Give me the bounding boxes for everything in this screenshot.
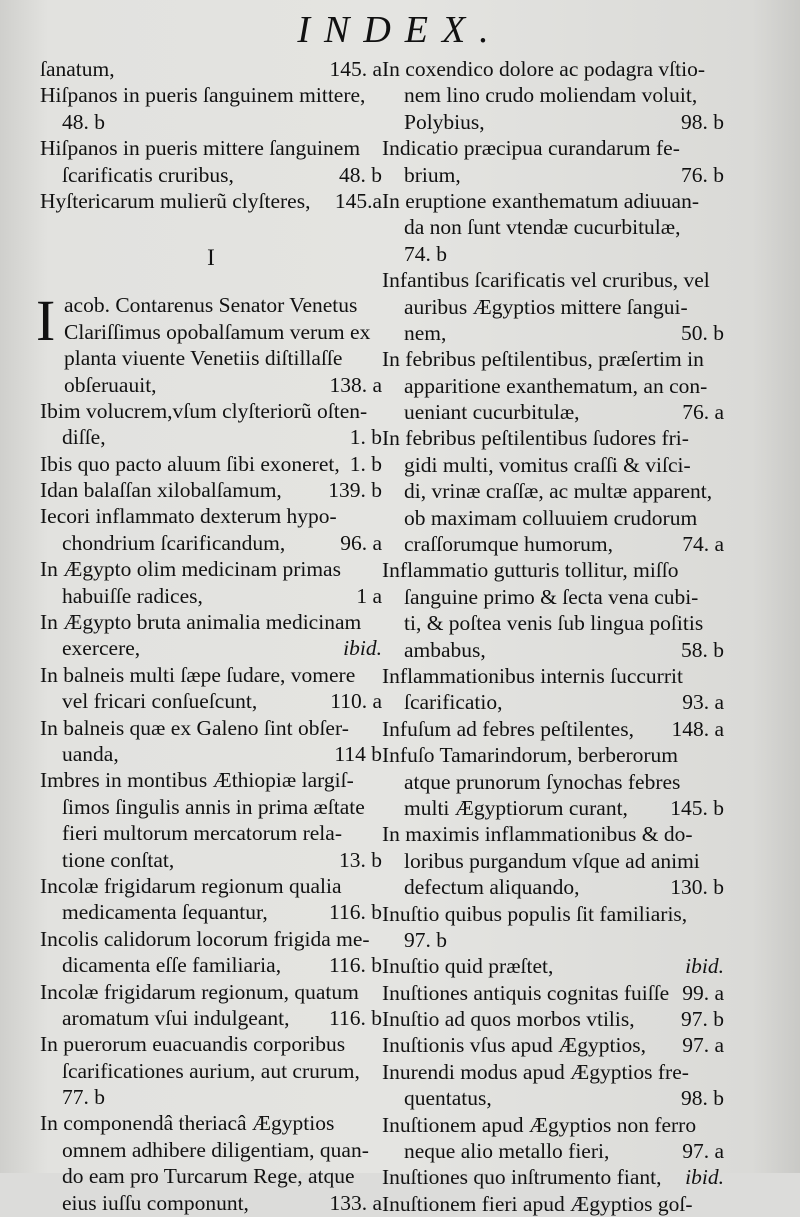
- index-entry: [40, 926, 382, 979]
- index-entry: [382, 1112, 724, 1165]
- entry-last-line: [382, 1006, 724, 1032]
- right-entries: [382, 56, 724, 1217]
- entry-last-line: [382, 1191, 724, 1217]
- entry-text: neque alio metallo fieri,: [404, 1139, 610, 1164]
- page-reference: 50. b: [681, 320, 724, 345]
- entry-line: auribus Ægyptios mittere ſangui-: [404, 294, 688, 319]
- entry-line: ſcarificationes aurium, aut crurum,: [62, 1058, 360, 1083]
- left-entries-before: [40, 56, 382, 214]
- entry-text: brium,: [404, 162, 461, 187]
- index-entry: [382, 821, 724, 900]
- entry-last-line: [40, 477, 382, 503]
- page-reference: 98. b: [681, 109, 724, 134]
- entry-line: Indicatio præcipua curandarum fe-: [382, 136, 680, 161]
- page-reference: 116. b: [329, 953, 382, 978]
- index-entry: [382, 1032, 724, 1058]
- entry-text: Ibis quo pacto aluum ſibi exoneret,: [40, 451, 340, 476]
- entry-last-line: [382, 637, 724, 663]
- entry-last-line: [382, 980, 724, 1006]
- index-entry: [382, 1006, 724, 1032]
- index-entry: [40, 715, 382, 768]
- index-entry: [40, 609, 382, 662]
- entry-last-line: [40, 847, 382, 873]
- page-reference: 1. b: [349, 425, 382, 450]
- entry-line: In balneis multi ſæpe ſudare, vomere: [40, 662, 356, 687]
- entry-line: nem lino crudo moliendam voluit,: [404, 83, 698, 108]
- page-reference: ibid.: [685, 954, 724, 979]
- index-entry: [40, 979, 382, 1032]
- index-entry: [40, 109, 382, 135]
- index-entry: [40, 503, 382, 556]
- entry-last-line: [382, 1138, 724, 1164]
- page-reference: 98. b: [681, 1086, 724, 1111]
- entry-line: atque prunorum ſynochas febres: [404, 769, 681, 794]
- entry-last-line: [40, 162, 382, 188]
- entry-last-line: [40, 688, 382, 714]
- page-reference: 97. a: [682, 1033, 724, 1058]
- entry-line: Inuſtionem apud Ægyptios non ferro: [382, 1112, 697, 1137]
- section-letter: I: [207, 245, 215, 271]
- page-reference: 110. a: [330, 689, 382, 714]
- page-reference: 1. b: [349, 451, 382, 476]
- entry-line: Infuſo Tamarindorum, berberorum: [382, 743, 679, 768]
- entry-line: In coxendico dolore ac podagra vſtio-: [382, 57, 705, 81]
- entry-last-line: [382, 874, 724, 900]
- left-entries: [40, 398, 382, 1216]
- entry-last-line: [382, 241, 724, 267]
- page-reference: 133. a: [329, 1190, 382, 1215]
- entry-text: craſſorumque humorum,: [404, 532, 613, 557]
- index-entry: [40, 556, 382, 609]
- page-reference: 145. b: [670, 795, 724, 820]
- entry-last-line: [64, 372, 382, 398]
- entry-text: defectum aliquando,: [404, 875, 580, 900]
- index-entry: [382, 716, 724, 742]
- page-reference: ibid.: [343, 636, 382, 661]
- entry-text: ſcarificatis cruribus,: [62, 162, 234, 187]
- index-entry: [40, 82, 382, 108]
- page-title: INDEX.: [297, 9, 503, 51]
- page-reference: 74. a: [682, 532, 724, 557]
- page-reference: 145.a: [334, 188, 382, 213]
- page-reference: 76. a: [682, 400, 724, 425]
- entry-text: Inuſtio ad quos morbos vtilis,: [382, 1007, 635, 1032]
- entry-line: da non ſunt vtendæ cucurbitulæ,: [404, 215, 681, 240]
- entry-text: quentatus,: [404, 1086, 492, 1111]
- entry-text: obſeruauit,: [64, 372, 157, 397]
- entry-text: 77. b: [62, 1085, 105, 1110]
- entry-text: Hiſpanos in pueris ſanguinem mittere,: [40, 83, 366, 108]
- entry-line: In eruptione exanthematum adiuuan-: [382, 188, 700, 213]
- entry-line: Inurendi modus apud Ægyptios fre-: [382, 1059, 689, 1084]
- entry-text: 97. b: [404, 927, 447, 952]
- entry-last-line: [382, 109, 724, 135]
- entry-last-line: [382, 531, 724, 557]
- index-entry: [40, 873, 382, 926]
- entry-text: multi Ægyptiorum curant,: [404, 795, 628, 820]
- page-reference: 116. b: [329, 1005, 382, 1030]
- entry-last-line: [40, 1005, 382, 1031]
- index-entry: [382, 56, 724, 135]
- index-entry: [40, 1110, 382, 1216]
- entry-last-line: [382, 716, 724, 742]
- index-entry: [40, 477, 382, 503]
- index-entry: [382, 346, 724, 425]
- index-entry: [382, 557, 724, 663]
- entry-text: Idan balaſſan xilobalſamum,: [40, 478, 282, 503]
- entry-text: Inuſtiones antiquis cognitas fuiſſe: [382, 980, 670, 1005]
- entry-line: In maximis inflammationibus & do-: [382, 822, 693, 847]
- entry-text: Polybius,: [404, 109, 485, 134]
- entry-line: fieri multorum mercatorum rela-: [62, 821, 342, 846]
- dropcap-entry: [36, 288, 382, 398]
- index-entry: [40, 398, 382, 451]
- entry-text: chondrium ſcarificandum,: [62, 530, 286, 555]
- page-reference: 114 b: [334, 741, 382, 766]
- entry-line: Inflammationibus internis ſuccurrit: [382, 663, 683, 688]
- index-entry: [40, 188, 382, 214]
- entry-line: di, vrinæ craſſæ, ac multæ apparent,: [404, 479, 713, 504]
- page-reference: 13. b: [339, 847, 382, 872]
- page-reference: 97. b: [681, 1007, 724, 1032]
- entry-text: Inuſtio quid præſtet,: [382, 954, 554, 979]
- page-reference: 139. b: [328, 478, 382, 503]
- index-entry: [382, 663, 724, 716]
- index-entry: [382, 1191, 724, 1217]
- page-reference: ibid.: [685, 1165, 724, 1190]
- index-entry: [40, 135, 382, 188]
- entry-last-line: [40, 899, 382, 925]
- entry-text: nem,: [404, 320, 447, 345]
- entry-text: eius iuſſu componunt,: [62, 1190, 249, 1215]
- entry-last-line: [382, 795, 724, 821]
- entry-line: In Ægypto olim medicinam primas: [40, 557, 341, 582]
- page-reference: 97. a: [682, 1139, 724, 1164]
- index-entry: [40, 767, 382, 873]
- entry-last-line: [40, 82, 382, 108]
- entry-last-line: [382, 399, 724, 425]
- entry-line: In Ægypto bruta animalia medicinam: [40, 610, 362, 635]
- entry-last-line: [40, 109, 382, 135]
- entry-line: Hiſpanos in pueris mittere ſanguinem: [40, 136, 361, 161]
- entry-line: In febribus peſtilentibus, præſertim in: [382, 347, 704, 372]
- index-entry: [382, 267, 724, 346]
- entry-text: vel fricari conſueſcunt,: [62, 689, 258, 714]
- entry-last-line: [40, 1084, 382, 1110]
- index-entry: [382, 980, 724, 1006]
- dropcap-entry-body: [64, 292, 382, 398]
- entry-line: omnem adhibere diligentiam, quan-: [62, 1137, 369, 1162]
- page-reference: 58. b: [681, 637, 724, 662]
- page-reference: 93. a: [682, 690, 724, 715]
- index-entry: [382, 188, 724, 267]
- entry-text: 74. b: [404, 241, 447, 266]
- entry-text: diſſe,: [62, 425, 106, 450]
- page-reference: 130. b: [670, 875, 724, 900]
- entry-line: ſanguine primo & ſecta vena cubi-: [404, 584, 699, 609]
- entry-line: do eam pro Turcarum Rege, atque: [62, 1164, 355, 1189]
- entry-text: Inuſtiones quo inſtrumento fiant,: [382, 1165, 662, 1190]
- entry-line: Clariſſimus opobalſamum verum ex: [64, 319, 371, 344]
- entry-text: Infuſum ad febres peſtilentes,: [382, 716, 634, 741]
- left-column: [36, 56, 382, 1216]
- entry-text: dicamenta eſſe familiaria,: [62, 953, 282, 978]
- index-entry: [382, 1059, 724, 1112]
- entry-last-line: [382, 1164, 724, 1190]
- entry-last-line: [382, 927, 724, 953]
- entry-line: ſimos ſingulis annis in prima æſtate: [62, 794, 365, 819]
- index-entry: [40, 56, 382, 82]
- entry-last-line: [382, 953, 724, 979]
- entry-last-line: [40, 1190, 382, 1216]
- entry-last-line: [382, 162, 724, 188]
- entry-text: exercere,: [62, 636, 141, 661]
- entry-line: In balneis quæ ex Galeno ſint obſer-: [40, 715, 349, 740]
- entry-line: Incolæ frigidarum regionum qualia: [40, 873, 342, 898]
- entry-last-line: [40, 188, 382, 214]
- entry-text: medicamenta ſequantur,: [62, 900, 268, 925]
- entry-line: Imbres in montibus Æthiopiæ largiſ-: [40, 768, 354, 793]
- index-entry: [382, 742, 724, 821]
- entry-last-line: [382, 1032, 724, 1058]
- entry-line: Ibim volucrem,vſum clyſteriorũ oſten-: [40, 398, 368, 423]
- entry-line: In febribus peſtilentibus ſudores fri-: [382, 426, 689, 451]
- entry-line: Iecori inflammato dexterum hypo-: [40, 504, 337, 529]
- entry-text: ſanatum,: [40, 57, 115, 81]
- entry-last-line: [40, 741, 382, 767]
- entry-line: loribus purgandum vſque ad animi: [404, 848, 700, 873]
- entry-last-line: [40, 635, 382, 661]
- entry-line: In puerorum euacuandis corporibus: [40, 1032, 346, 1057]
- entry-line: planta viuente Venetiis diſtillaſſe: [64, 346, 343, 371]
- entry-line: Inflammatio gutturis tollitur, miſſo: [382, 558, 679, 583]
- entry-last-line: [382, 320, 724, 346]
- entry-line: apparitione exanthematum, an con-: [404, 373, 708, 398]
- entry-text: tione conſtat,: [62, 847, 175, 872]
- page-reference: 76. b: [681, 162, 724, 187]
- entry-line: Infantibus ſcarificatis vel cruribus, vel: [382, 268, 710, 293]
- entry-last-line: [40, 56, 382, 82]
- entry-text: Hyſtericarum mulierũ clyſteres,: [40, 188, 311, 213]
- entry-text: habuiſſe radices,: [62, 583, 203, 608]
- entry-text: Inuſtionis vſus apud Ægyptios,: [382, 1033, 646, 1058]
- entry-text: ambabus,: [404, 637, 486, 662]
- index-entry: [382, 953, 724, 979]
- entry-text: ueniant cucurbitulæ,: [404, 400, 580, 425]
- page-reference: 1 a: [356, 583, 382, 608]
- entry-line: Incolæ frigidarum regionum, quatum: [40, 979, 359, 1004]
- entry-last-line: [382, 689, 724, 715]
- page-reference: 145. a: [329, 57, 382, 81]
- index-entry: [382, 1164, 724, 1190]
- right-column: [382, 56, 724, 1217]
- index-entry: [40, 662, 382, 715]
- entry-line: Inuſtio quibus populis ſit familiaris,: [382, 901, 688, 926]
- entry-line: acob. Contarenus Senator Venetus: [64, 293, 358, 318]
- entry-text: uanda,: [62, 741, 119, 766]
- entry-text: ſcarificatio,: [404, 690, 503, 715]
- index-entry: [40, 451, 382, 477]
- entry-text: 48. b: [62, 109, 105, 134]
- entry-line: gidi multi, vomitus craſſi & viſci-: [404, 452, 691, 477]
- entry-last-line: [40, 451, 382, 477]
- entry-last-line: [40, 530, 382, 556]
- page-reference: 48. b: [339, 162, 382, 187]
- dropcap-letter: I: [36, 288, 56, 354]
- page-reference: 148. a: [671, 716, 724, 741]
- index-entry: [382, 135, 724, 188]
- entry-line: ob maximam colluuiem crudorum: [404, 505, 698, 530]
- page-reference: 138. a: [329, 372, 382, 397]
- page-reference: 116. b: [329, 900, 382, 925]
- entry-last-line: [40, 952, 382, 978]
- index-entry: [382, 901, 724, 954]
- page-reference: 96. a: [340, 530, 382, 555]
- entry-text: Inuſtionem fieri apud Ægyptios goſ-: [382, 1191, 693, 1216]
- index-entry: [382, 425, 724, 557]
- entry-text: aromatum vſui indulgeant,: [62, 1005, 290, 1030]
- index-entry: [40, 1031, 382, 1110]
- entry-line: Incolis calidorum locorum frigida me-: [40, 926, 370, 951]
- entry-last-line: [40, 583, 382, 609]
- entry-last-line: [40, 424, 382, 450]
- entry-last-line: [382, 1085, 724, 1111]
- entry-line: In componendâ theriacâ Ægyptios: [40, 1111, 335, 1136]
- entry-line: ti, & poſtea venis ſub lingua poſitis: [404, 611, 704, 636]
- page-reference: 99. a: [682, 980, 724, 1005]
